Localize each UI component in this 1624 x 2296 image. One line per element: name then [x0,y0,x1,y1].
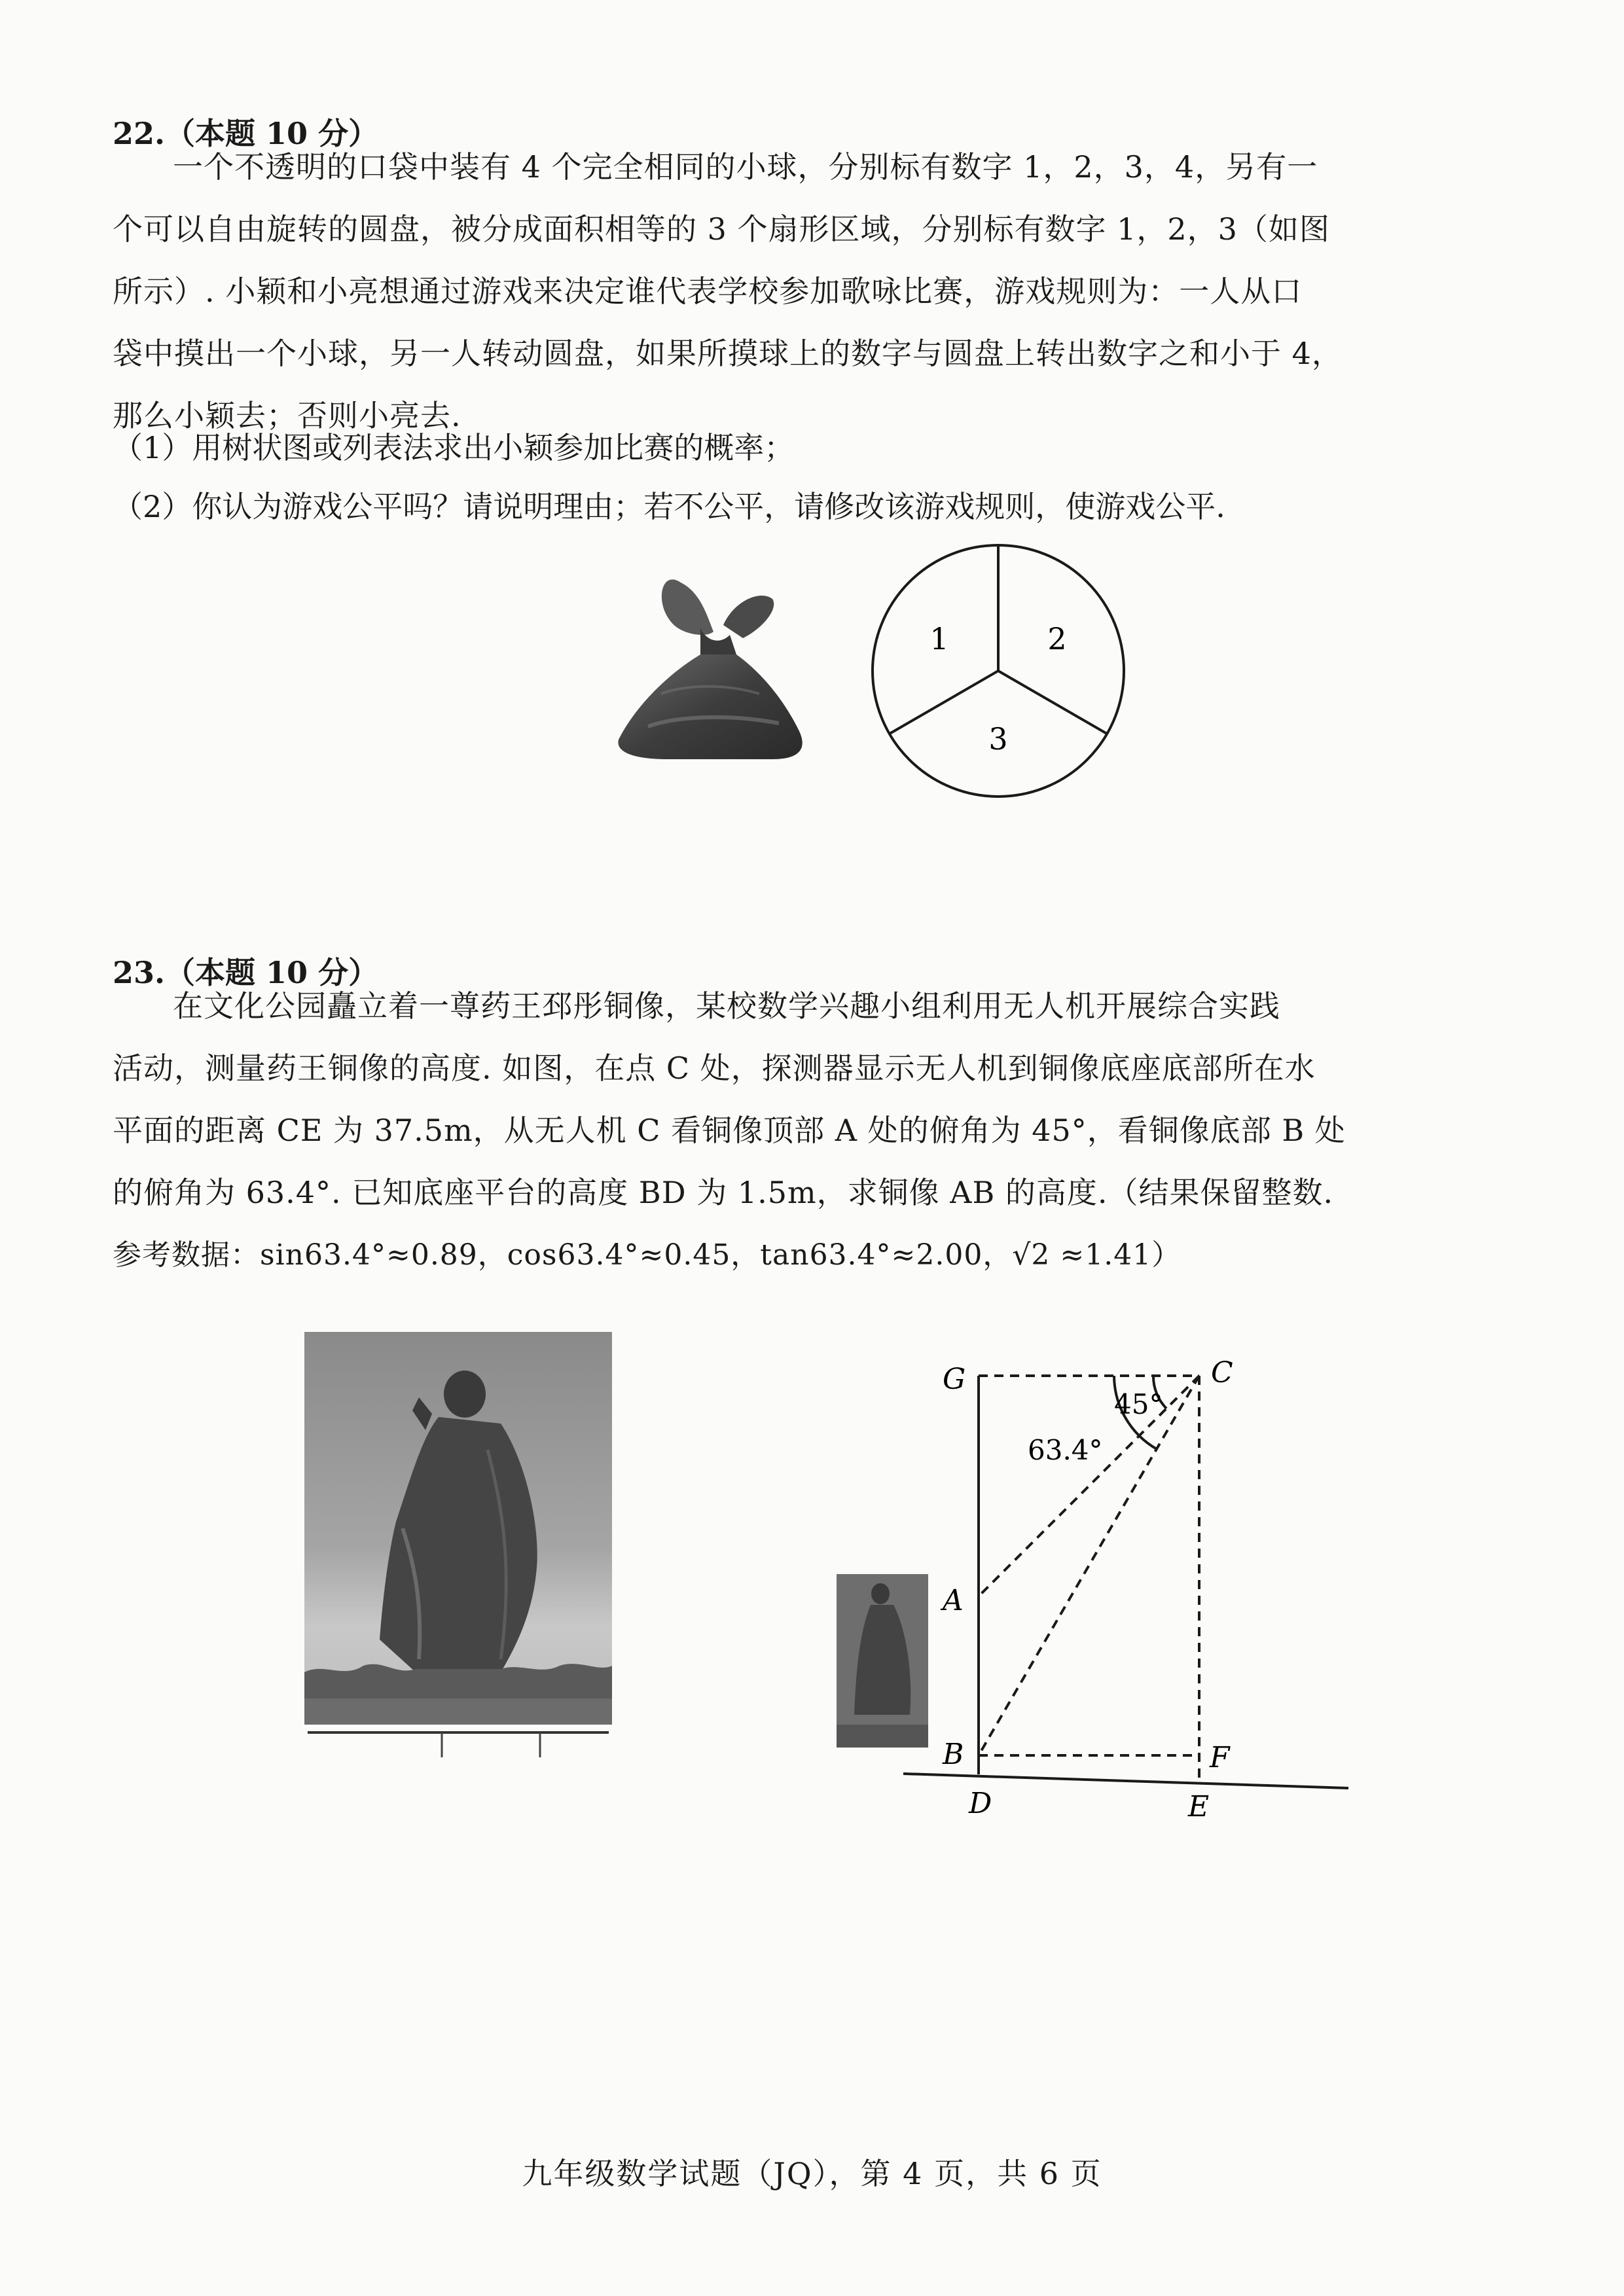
point-label-A: A [943,1584,964,1617]
ground-line [903,1774,1348,1788]
point-label-C: C [1211,1356,1233,1390]
q22-line-4: 袋中摸出一个小球，另一人转动圆盘，如果所摸球上的数字与圆盘上转出数字之和小于 4， [113,336,1343,371]
point-label-D: D [969,1787,992,1820]
spinner-label-1: 1 [929,621,949,656]
q22-line-3: 所示）. 小颖和小亮想通过游戏来决定谁代表学校参加歌咏比赛，游戏规则为：一人从口 [113,274,1303,309]
segment-CA [979,1376,1199,1596]
point-label-F: F [1210,1741,1230,1774]
angle-label-63: 63.4° [1028,1434,1103,1466]
q23-body [113,975,1520,1286]
q23-line-2: 活动，测量药王铜像的高度. 如图，在点 C 处，探测器显示无人机到铜像底座底部所在水 [113,1050,1316,1086]
spinner-label-3: 3 [988,721,1008,757]
segment-CB [979,1376,1199,1755]
point-label-B: B [943,1738,964,1771]
q23-line-5: 参考数据：sin63.4°≈0.89，cos63.4°≈0.45，tan63.4°≈2.00，√2 ≈1.41） [113,1238,1182,1272]
spinner-label-2: 2 [1047,621,1067,656]
spinner-divider-left [890,671,998,734]
q22-subquestion-2: （2）你认为游戏公平吗？请说明理由；若不公平，请修改该游戏规则，使游戏公平. [113,489,1225,524]
q23-line-1: 在文化公园矗立着一尊药王邳彤铜像，某校数学兴趣小组利用无人机开展综合实践 [173,988,1280,1024]
page-footer: 九年级数学试题（JQ），第 4 页，共 6 页 [522,2156,1102,2191]
point-label-G: G [943,1363,966,1396]
point-label-E: E [1188,1790,1210,1820]
q23-header: 23.（本题 10 分） [113,955,379,990]
statue-photo [304,1332,612,1761]
bag-illustration [609,563,825,766]
q22-line-5: 那么小颖去；否则小亮去. [113,398,461,433]
q22-line-1: 一个不透明的口袋中装有 4 个完全相同的小球，分别标有数字 1，2，3，4，另有一 [173,149,1318,185]
q22-subquestion-1: （1）用树状图或列表法求出小颖参加比赛的概率； [113,430,795,465]
q23-line-4: 的俯角为 63.4°. 已知底座平台的高度 BD 为 1.5m，求铜像 AB 的高度.（结果保留整数. [113,1175,1334,1210]
geometry-diagram [831,1348,1388,1820]
spinner-divider-right [998,671,1107,734]
q23-line-3: 平面的距离 CE 为 37.5m，从无人机 C 看铜像顶部 A 处的俯角为 45°，看铜像底部 B 处 [113,1113,1346,1148]
q22-body [113,136,1520,447]
spinner-diagram [864,537,1132,805]
q22-header: 22.（本题 10 分） [113,116,379,151]
angle-label-45: 45° [1114,1388,1163,1420]
q22-line-2: 个可以自由旋转的圆盘，被分成面积相等的 3 个扇形区域，分别标有数字 1，2，3（如图 [113,211,1330,247]
